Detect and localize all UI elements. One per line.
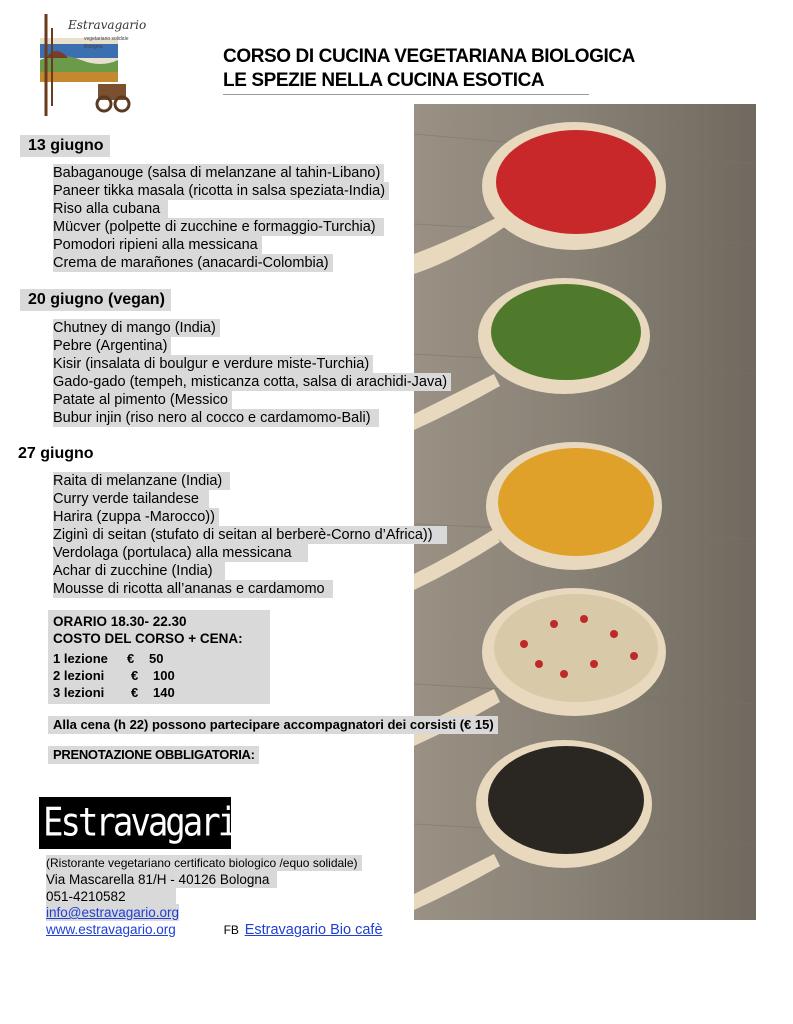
contact-web-row	[46, 921, 383, 939]
logo-small	[36, 14, 147, 116]
logo-small-tagline: vegetariano solidale	[84, 36, 129, 42]
section-heading-13-giugno: 13 giugno	[20, 135, 110, 157]
prenotazione-text: PRENOTAZIONE OBBLIGATORIA:	[48, 746, 259, 764]
menu-item: Gado-gado (tempeh, misticanza cotta, salsa di arachidi-Java)	[53, 373, 451, 391]
orario-text: ORARIO 18.30- 22.30	[53, 614, 187, 629]
facebook-link[interactable]: Estravagario Bio cafè	[244, 922, 383, 938]
fb-label: FB	[223, 923, 239, 937]
logo-big	[39, 797, 253, 849]
menu-item: Bubur injin (riso nero al cocco e cardamomo-Bali)	[53, 409, 379, 427]
spice-spoons-image	[414, 104, 756, 920]
logo-small-name: Estravagario	[68, 18, 147, 32]
menu-item: Babaganouge (salsa di melanzane al tahin-Libano)	[53, 164, 384, 182]
menu-item: Kisir (insalata di boulgur e verdure miste-Turchia)	[53, 355, 373, 373]
page-title-line-2: LE SPEZIE NELLA CUCINA ESOTICA	[223, 70, 545, 91]
title-underline	[223, 94, 589, 95]
logo-small-tagline-2: Bologna	[84, 44, 103, 50]
costo-heading: COSTO DEL CORSO + CENA:	[53, 631, 243, 646]
menu-item: Paneer tikka masala (ricotta in salsa speziata-India)	[53, 182, 389, 200]
menu-item: Achar di zucchine (India)	[53, 562, 225, 580]
page-title-line-1: CORSO DI CUCINA VEGETARIANA BIOLOGICA	[223, 46, 636, 67]
email-link[interactable]: info@estravagario.org	[46, 905, 180, 920]
contact-desc: (Ristorante vegetariano certificato biologico /equo solidale)	[46, 855, 362, 871]
website-link[interactable]: www.estravagario.org	[46, 922, 176, 937]
contact-email[interactable]	[46, 904, 179, 921]
price-row: 2 lezioni € 100	[53, 668, 175, 683]
menu-item: Chutney di mango (India)	[53, 319, 220, 337]
menu-item: Mousse di ricotta all’ananas e cardamomo	[53, 580, 333, 598]
menu-item: Curry verde tailandese	[53, 490, 209, 508]
section-heading-20-giugno: 20 giugno (vegan)	[20, 289, 171, 311]
price-row: 3 lezioni € 140	[53, 685, 175, 700]
menu-item: Ziginì di seitan (stufato di seitan al berberè-Corno d’Africa))	[53, 526, 447, 544]
contact-address: Via Mascarella 81/H - 40126 Bologna	[46, 871, 277, 888]
menu-item: Riso alla cubana	[53, 200, 168, 218]
menu-item: Patate al pimento (Messico	[53, 391, 232, 409]
price-row: 1 lezione € 50	[53, 651, 164, 666]
menu-item: Crema de marañones (anacardi-Colombia)	[53, 254, 333, 272]
menu-item: Verdolaga (portulaca) alla messicana	[53, 544, 308, 562]
logo-big-text: Estravagario	[43, 800, 253, 846]
menu-item: Mücver (polpette di zucchine e formaggio-Turchia)	[53, 218, 384, 236]
menu-item: Pebre (Argentina)	[53, 337, 171, 355]
menu-item: Raita di melanzane (India)	[53, 472, 230, 490]
menu-item: Harira (zuppa -Marocco))	[53, 508, 219, 526]
section-heading-27-giugno: 27 giugno	[18, 445, 94, 462]
menu-item: Pomodori ripieni alla messicana	[53, 236, 262, 254]
cena-note: Alla cena (h 22) possono partecipare accompagnatori dei corsisti (€ 15)	[48, 716, 498, 734]
contact-phone: 051-4210582	[46, 888, 176, 905]
